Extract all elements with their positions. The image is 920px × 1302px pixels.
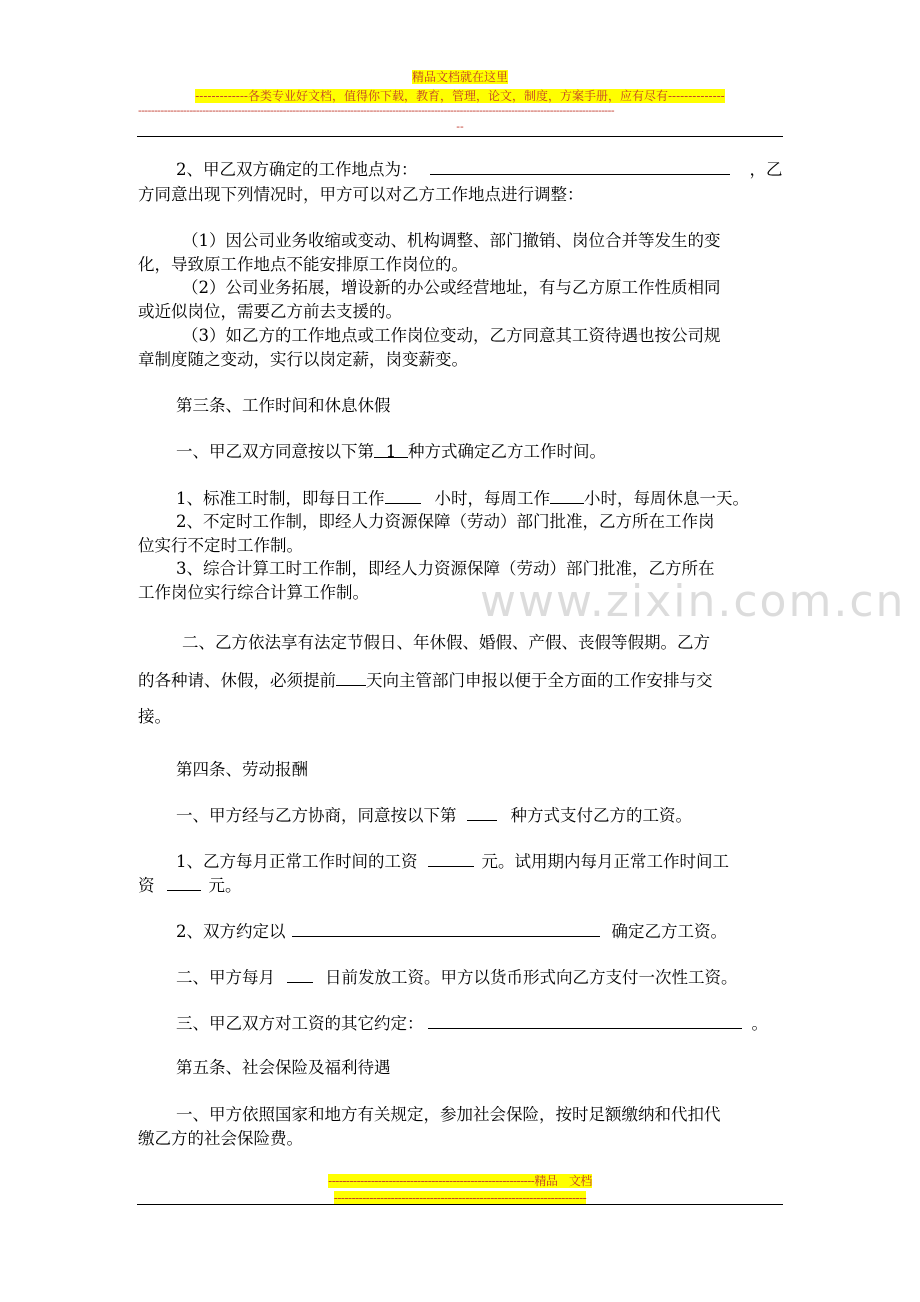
blank-pay-day: [287, 964, 313, 983]
header-title: 精品文档就在这里: [411, 70, 508, 84]
paragraph-standard-hours: 1、标准工时制，即每日工作 小时，每周工作 小时，每周休息一天。: [176, 485, 824, 512]
paragraph-pay-mode: 一、甲方经与乙方协商，同意按以下第 种方式支付乙方的工资。: [176, 802, 824, 829]
paragraph-line: 方同意出现下列情况时，甲方可以对乙方工作地点进行调整：: [138, 185, 584, 204]
paragraph-line: 一、甲方依照国家和地方有关规定，参加社会保险，按时足额缴纳和代扣代: [176, 1105, 721, 1124]
footer-line-2: -----------------------------------------------------------------------: [333, 1191, 587, 1205]
blank-hours-mode: 1: [374, 439, 408, 458]
section-heading-5: 第五条、社会保险及福利待遇: [176, 1058, 391, 1077]
paragraph-line: 工作岗位实行综合计算工作制。: [138, 583, 369, 602]
paragraph-other-terms: 三、甲乙双方对工资的其它约定： 。: [176, 1010, 824, 1037]
header-dashes-tail: --: [456, 120, 464, 133]
paragraph-pay-day: 二、甲方每月 日前发放工资。甲方以货币形式向乙方支付一次性工资。: [176, 964, 824, 991]
blank-workplace: [430, 156, 730, 175]
paragraph-line: （3）如乙方的工作地点或工作岗位变动，乙方同意其工资待遇也按公司规: [182, 326, 721, 345]
paragraph-wage-basis: 2、双方约定以 确定乙方工资。: [176, 918, 824, 945]
blank-other-terms: [428, 1010, 742, 1029]
blank-notice-days: [336, 667, 366, 686]
paragraph-line: 3、综合计算工时工作制，即经人力资源保障（劳动）部门批准，乙方所在: [176, 559, 715, 578]
paragraph-line: （2）公司业务拓展，增设新的办公或经营地址，有与乙方原工作性质相同: [182, 278, 721, 297]
paragraph-monthly-wage: 1、乙方每月正常工作时间的工资 元。试用期内每月正常工作时间工: [176, 848, 824, 875]
blank-pay-mode: [467, 802, 497, 821]
paragraph-workplace: 2、甲乙双方确定的工作地点为： ，乙: [176, 156, 786, 183]
paragraph-probation-wage: 资 元。: [138, 872, 786, 899]
footer-line-1: ----------------------------------------------------------精品 文档: [328, 1174, 592, 1188]
paragraph-line: 二、乙方依法享有法定节假日、年休假、婚假、产假、丧假等假期。乙方: [182, 633, 710, 652]
footer-rule: [137, 1204, 783, 1205]
section-heading-3: 第三条、工作时间和休息休假: [176, 396, 391, 415]
paragraph-line: 2、不定时工作制，即经人力资源保障（劳动）部门批准，乙方所在工作岗: [176, 512, 715, 531]
section-heading-4: 第四条、劳动报酬: [176, 760, 308, 779]
blank-wage-basis: [292, 918, 600, 937]
paragraph-line: 接。: [138, 707, 171, 726]
header-tagline: -------------各类专业好文档，值得你下载，教育，管理，论文，制度，方案手册，应有尽有--------------: [195, 89, 725, 103]
paragraph-line: 位实行不定时工作制。: [138, 536, 303, 555]
paragraph-hours-mode: 一、甲乙双方同意按以下第 1 种方式确定乙方工作时间。: [176, 439, 824, 465]
blank-daily-hours: [385, 485, 421, 504]
header-dashes: ----------------------------------------------------------------------------------------------------------------------------------------------------: [138, 104, 615, 117]
blank-probation-wage: [167, 872, 201, 891]
paragraph-line: 缴乙方的社会保险费。: [138, 1129, 303, 1148]
paragraph-line: （1）因公司业务收缩或变动、机构调整、部门撤销、岗位合并等发生的变: [182, 231, 721, 250]
header-rule: [137, 136, 783, 137]
blank-weekly-hours: [550, 485, 584, 504]
paragraph-line: 或近似岗位，需要乙方前去支援的。: [138, 302, 402, 321]
watermark: www.zixin.com.cn: [480, 576, 906, 627]
paragraph-leave-notice: 的各种请、休假，必须提前 天向主管部门申报以便于全方面的工作安排与交: [138, 667, 786, 694]
blank-monthly-wage: [428, 848, 474, 867]
paragraph-line: 化，导致原工作地点不能安排原工作岗位的。: [138, 255, 468, 274]
paragraph-line: 章制度随之变动，实行以岗定薪，岗变薪变。: [138, 350, 468, 369]
